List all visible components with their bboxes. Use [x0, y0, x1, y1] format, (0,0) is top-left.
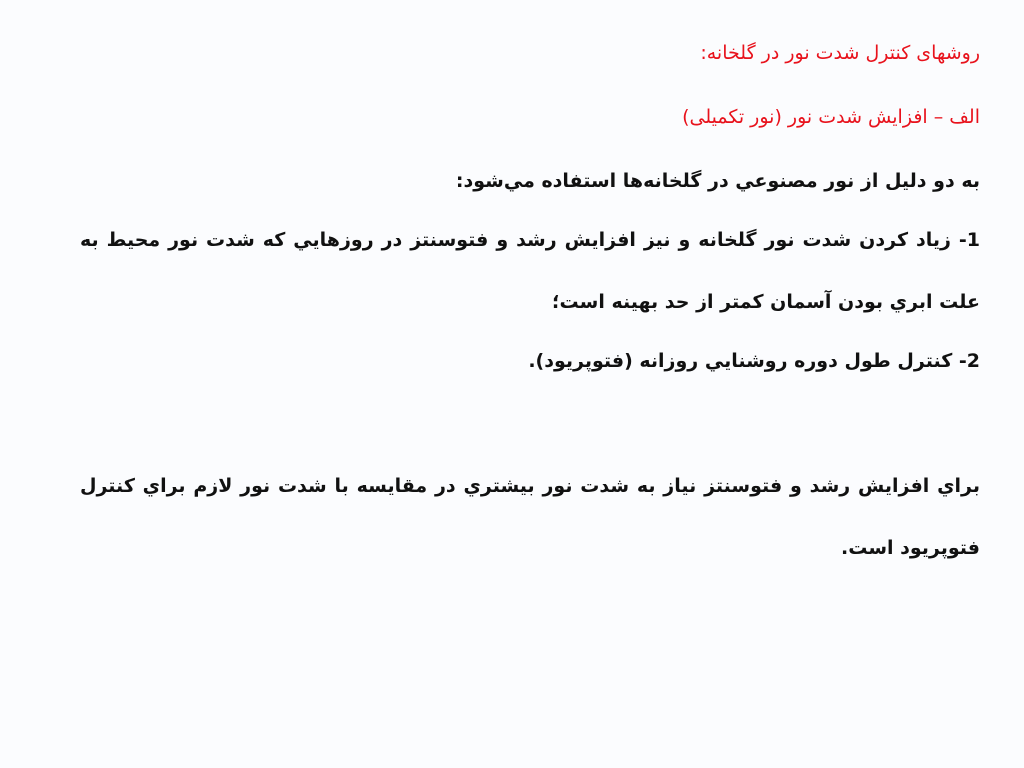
slide-subtitle: الف – افزایش شدت نور (نور تکمیلی)	[682, 106, 980, 128]
paragraph-line-2: فتوپريود است.	[840, 537, 980, 559]
intro-text: به دو دلیل از نور مصنوعي در گلخانه‌ها استفاده مي‌شود:	[455, 170, 980, 192]
item-1-line-1: 1- زياد كردن شدت نور گلخانه و نيز افزايش رشد و فتوسنتز در روزهايي كه شدت نور محيط به	[80, 229, 980, 251]
item-1-line-2: علت ابري بودن آسمان كمتر از حد بهينه است؛	[551, 291, 980, 313]
item-2: 2- كنترل طول دوره روشنايي روزانه (فتوپريود).	[528, 350, 980, 372]
paragraph-line-1: براي افزايش رشد و فتوسنتز نياز به شدت نور بيشتري در مقايسه با شدت نور لازم براي كنترل	[80, 475, 980, 497]
slide-title: روشهای کنترل شدت نور در گلخانه:	[700, 42, 980, 64]
